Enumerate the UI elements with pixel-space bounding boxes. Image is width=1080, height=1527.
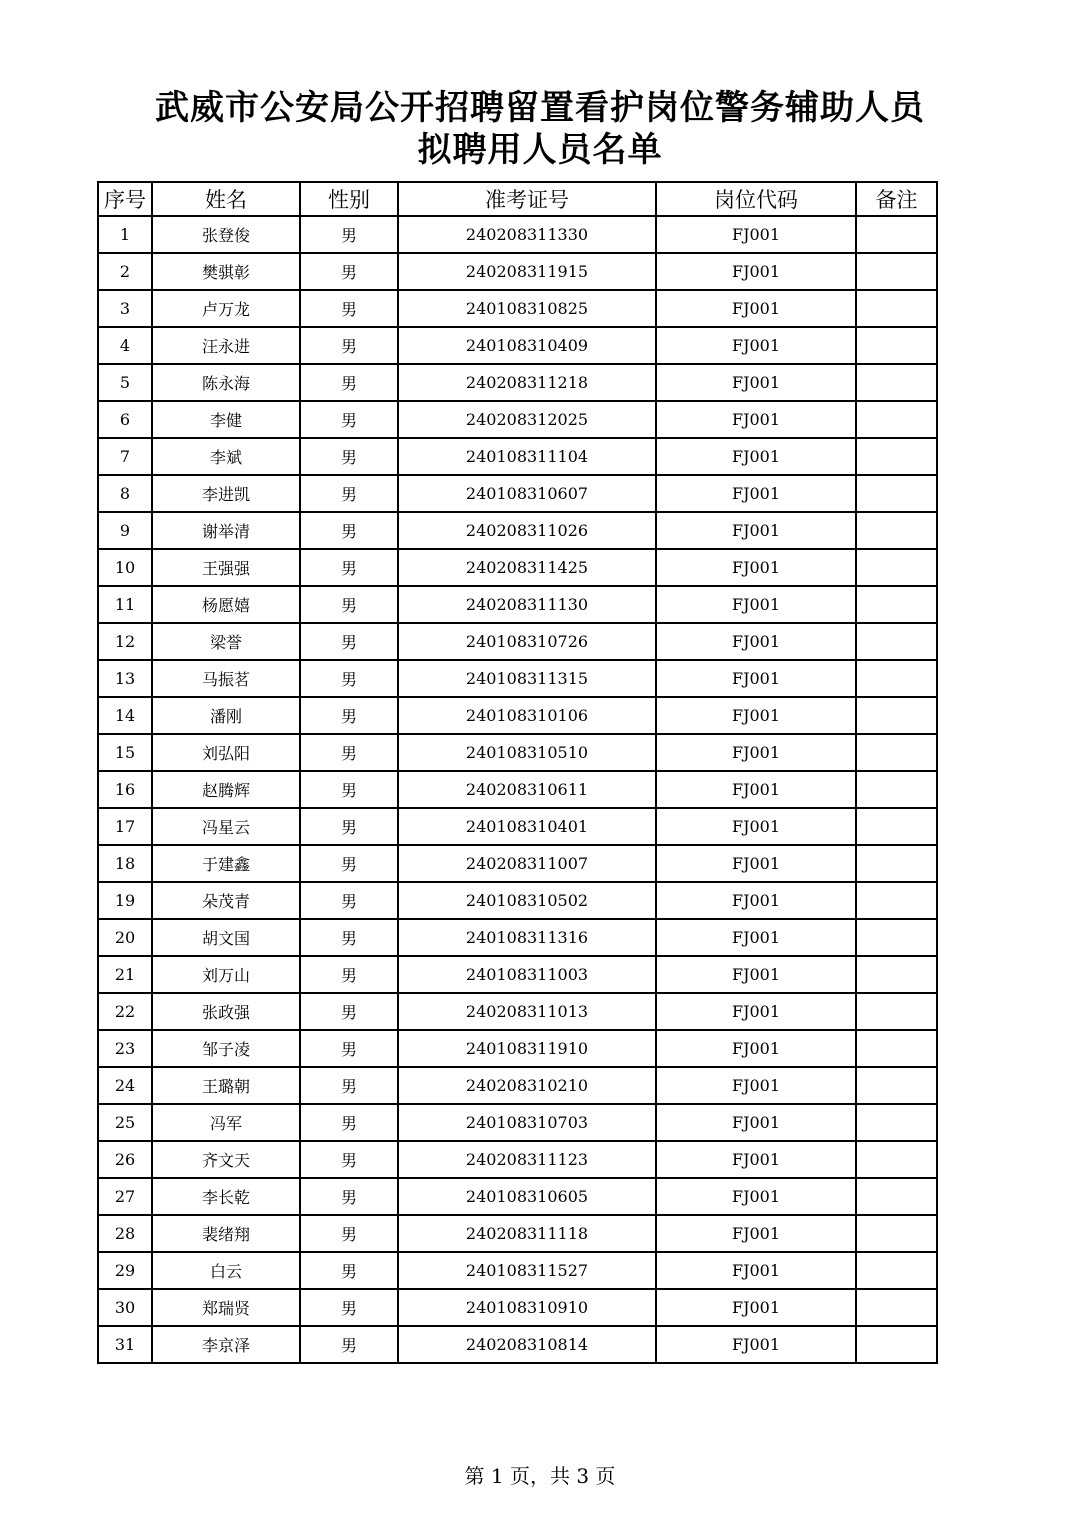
table-row bbox=[98, 993, 937, 1030]
cell-seq: 21 bbox=[98, 956, 152, 993]
cell-remark bbox=[856, 1067, 937, 1104]
cell-remark bbox=[856, 586, 937, 623]
cell-name: 王强强 bbox=[152, 549, 300, 586]
cell-post-code: FJ001 bbox=[656, 1030, 856, 1067]
table-row bbox=[98, 253, 937, 290]
cell-seq: 6 bbox=[98, 401, 152, 438]
cell-post-code: FJ001 bbox=[656, 771, 856, 808]
cell-gender: 男 bbox=[300, 771, 398, 808]
cell-remark bbox=[856, 845, 937, 882]
cell-remark bbox=[856, 623, 937, 660]
table-row bbox=[98, 1141, 937, 1178]
cell-seq: 24 bbox=[98, 1067, 152, 1104]
cell-gender: 男 bbox=[300, 549, 398, 586]
cell-seq: 27 bbox=[98, 1178, 152, 1215]
cell-name: 卢万龙 bbox=[152, 290, 300, 327]
cell-remark bbox=[856, 956, 937, 993]
cell-exam-no: 240208311118 bbox=[398, 1215, 656, 1252]
cell-remark bbox=[856, 512, 937, 549]
cell-name: 谢举清 bbox=[152, 512, 300, 549]
cell-post-code: FJ001 bbox=[656, 1141, 856, 1178]
cell-seq: 10 bbox=[98, 549, 152, 586]
cell-remark bbox=[856, 993, 937, 1030]
cell-remark bbox=[856, 1215, 937, 1252]
cell-post-code: FJ001 bbox=[656, 845, 856, 882]
cell-remark bbox=[856, 401, 937, 438]
cell-gender: 男 bbox=[300, 438, 398, 475]
table-row bbox=[98, 475, 937, 512]
cell-gender: 男 bbox=[300, 993, 398, 1030]
cell-exam-no: 240108311104 bbox=[398, 438, 656, 475]
cell-post-code: FJ001 bbox=[656, 475, 856, 512]
cell-remark bbox=[856, 549, 937, 586]
cell-remark bbox=[856, 919, 937, 956]
cell-post-code: FJ001 bbox=[656, 586, 856, 623]
cell-exam-no: 240108310502 bbox=[398, 882, 656, 919]
table-row bbox=[98, 697, 937, 734]
cell-remark bbox=[856, 438, 937, 475]
cell-seq: 19 bbox=[98, 882, 152, 919]
cell-post-code: FJ001 bbox=[656, 253, 856, 290]
cell-gender: 男 bbox=[300, 253, 398, 290]
cell-seq: 20 bbox=[98, 919, 152, 956]
table-row bbox=[98, 1030, 937, 1067]
cell-seq: 15 bbox=[98, 734, 152, 771]
table-row bbox=[98, 401, 937, 438]
candidate-table bbox=[97, 181, 938, 1364]
cell-post-code: FJ001 bbox=[656, 290, 856, 327]
table-row bbox=[98, 882, 937, 919]
cell-name: 李健 bbox=[152, 401, 300, 438]
cell-remark bbox=[856, 697, 937, 734]
table-header-row bbox=[98, 182, 937, 216]
cell-remark bbox=[856, 253, 937, 290]
cell-exam-no: 240108310825 bbox=[398, 290, 656, 327]
cell-remark bbox=[856, 364, 937, 401]
table-row bbox=[98, 1178, 937, 1215]
cell-gender: 男 bbox=[300, 1067, 398, 1104]
cell-remark bbox=[856, 290, 937, 327]
cell-gender: 男 bbox=[300, 734, 398, 771]
cell-seq: 1 bbox=[98, 216, 152, 253]
cell-gender: 男 bbox=[300, 623, 398, 660]
cell-gender: 男 bbox=[300, 401, 398, 438]
table-row bbox=[98, 623, 937, 660]
cell-name: 马振茗 bbox=[152, 660, 300, 697]
cell-name: 刘弘阳 bbox=[152, 734, 300, 771]
cell-name: 李进凯 bbox=[152, 475, 300, 512]
cell-exam-no: 240208311007 bbox=[398, 845, 656, 882]
cell-post-code: FJ001 bbox=[656, 882, 856, 919]
cell-name: 邹子凌 bbox=[152, 1030, 300, 1067]
cell-exam-no: 240208311218 bbox=[398, 364, 656, 401]
cell-exam-no: 240208311026 bbox=[398, 512, 656, 549]
cell-gender: 男 bbox=[300, 1215, 398, 1252]
cell-exam-no: 240108310401 bbox=[398, 808, 656, 845]
cell-gender: 男 bbox=[300, 1326, 398, 1363]
cell-remark bbox=[856, 475, 937, 512]
cell-exam-no: 240208310611 bbox=[398, 771, 656, 808]
cell-post-code: FJ001 bbox=[656, 993, 856, 1030]
cell-exam-no: 240108310607 bbox=[398, 475, 656, 512]
cell-remark bbox=[856, 660, 937, 697]
cell-gender: 男 bbox=[300, 1141, 398, 1178]
cell-exam-no: 240208310814 bbox=[398, 1326, 656, 1363]
page-subtitle: 拟聘用人员名单 bbox=[417, 130, 663, 170]
cell-seq: 5 bbox=[98, 364, 152, 401]
table-row bbox=[98, 1067, 937, 1104]
header-exam-no: 准考证号 bbox=[398, 182, 656, 216]
cell-exam-no: 240208312025 bbox=[398, 401, 656, 438]
table-row bbox=[98, 512, 937, 549]
cell-gender: 男 bbox=[300, 364, 398, 401]
cell-name: 朵茂青 bbox=[152, 882, 300, 919]
cell-exam-no: 240108311003 bbox=[398, 956, 656, 993]
cell-gender: 男 bbox=[300, 1289, 398, 1326]
cell-post-code: FJ001 bbox=[656, 1326, 856, 1363]
table-row bbox=[98, 586, 937, 623]
cell-gender: 男 bbox=[300, 845, 398, 882]
cell-remark bbox=[856, 1104, 937, 1141]
cell-post-code: FJ001 bbox=[656, 956, 856, 993]
cell-post-code: FJ001 bbox=[656, 1215, 856, 1252]
cell-name: 樊骐彰 bbox=[152, 253, 300, 290]
cell-seq: 11 bbox=[98, 586, 152, 623]
cell-gender: 男 bbox=[300, 956, 398, 993]
table-row bbox=[98, 1104, 937, 1141]
cell-post-code: FJ001 bbox=[656, 1289, 856, 1326]
cell-remark bbox=[856, 1289, 937, 1326]
cell-seq: 7 bbox=[98, 438, 152, 475]
cell-exam-no: 240208311123 bbox=[398, 1141, 656, 1178]
cell-seq: 16 bbox=[98, 771, 152, 808]
cell-name: 潘刚 bbox=[152, 697, 300, 734]
cell-name: 杨愿嬉 bbox=[152, 586, 300, 623]
cell-name: 于建鑫 bbox=[152, 845, 300, 882]
cell-exam-no: 240108311316 bbox=[398, 919, 656, 956]
cell-exam-no: 240108310106 bbox=[398, 697, 656, 734]
cell-name: 齐文天 bbox=[152, 1141, 300, 1178]
cell-exam-no: 240108310510 bbox=[398, 734, 656, 771]
cell-gender: 男 bbox=[300, 660, 398, 697]
cell-exam-no: 240208311425 bbox=[398, 549, 656, 586]
cell-seq: 29 bbox=[98, 1252, 152, 1289]
cell-name: 李京泽 bbox=[152, 1326, 300, 1363]
cell-seq: 22 bbox=[98, 993, 152, 1030]
cell-gender: 男 bbox=[300, 327, 398, 364]
cell-seq: 4 bbox=[98, 327, 152, 364]
cell-seq: 18 bbox=[98, 845, 152, 882]
cell-gender: 男 bbox=[300, 1252, 398, 1289]
cell-seq: 23 bbox=[98, 1030, 152, 1067]
cell-seq: 28 bbox=[98, 1215, 152, 1252]
cell-seq: 26 bbox=[98, 1141, 152, 1178]
cell-post-code: FJ001 bbox=[656, 327, 856, 364]
cell-exam-no: 240108311910 bbox=[398, 1030, 656, 1067]
header-name: 姓名 bbox=[152, 182, 300, 216]
table-row bbox=[98, 919, 937, 956]
cell-post-code: FJ001 bbox=[656, 401, 856, 438]
table-row bbox=[98, 327, 937, 364]
table-row bbox=[98, 216, 937, 253]
cell-gender: 男 bbox=[300, 882, 398, 919]
table-row bbox=[98, 438, 937, 475]
cell-name: 冯军 bbox=[152, 1104, 300, 1141]
cell-exam-no: 240208311013 bbox=[398, 993, 656, 1030]
cell-seq: 9 bbox=[98, 512, 152, 549]
table-row bbox=[98, 549, 937, 586]
table-row bbox=[98, 660, 937, 697]
cell-post-code: FJ001 bbox=[656, 623, 856, 660]
cell-remark bbox=[856, 882, 937, 919]
cell-exam-no: 240108310703 bbox=[398, 1104, 656, 1141]
cell-gender: 男 bbox=[300, 512, 398, 549]
cell-post-code: FJ001 bbox=[656, 364, 856, 401]
table-row bbox=[98, 1215, 937, 1252]
cell-remark bbox=[856, 216, 937, 253]
cell-gender: 男 bbox=[300, 919, 398, 956]
cell-exam-no: 240208311330 bbox=[398, 216, 656, 253]
cell-name: 梁誉 bbox=[152, 623, 300, 660]
cell-seq: 12 bbox=[98, 623, 152, 660]
cell-name: 白云 bbox=[152, 1252, 300, 1289]
cell-seq: 25 bbox=[98, 1104, 152, 1141]
cell-gender: 男 bbox=[300, 1030, 398, 1067]
table-row bbox=[98, 956, 937, 993]
cell-post-code: FJ001 bbox=[656, 808, 856, 845]
cell-remark bbox=[856, 1252, 937, 1289]
header-remark: 备注 bbox=[856, 182, 937, 216]
cell-exam-no: 240208310210 bbox=[398, 1067, 656, 1104]
cell-name: 冯星云 bbox=[152, 808, 300, 845]
table-row bbox=[98, 290, 937, 327]
cell-remark bbox=[856, 1178, 937, 1215]
table-row bbox=[98, 771, 937, 808]
cell-remark bbox=[856, 327, 937, 364]
cell-post-code: FJ001 bbox=[656, 1252, 856, 1289]
cell-post-code: FJ001 bbox=[656, 734, 856, 771]
cell-post-code: FJ001 bbox=[656, 549, 856, 586]
cell-post-code: FJ001 bbox=[656, 660, 856, 697]
cell-gender: 男 bbox=[300, 1178, 398, 1215]
cell-post-code: FJ001 bbox=[656, 919, 856, 956]
cell-seq: 31 bbox=[98, 1326, 152, 1363]
cell-gender: 男 bbox=[300, 475, 398, 512]
cell-name: 裴绪翔 bbox=[152, 1215, 300, 1252]
cell-post-code: FJ001 bbox=[656, 697, 856, 734]
header-gender: 性别 bbox=[300, 182, 398, 216]
header-seq: 序号 bbox=[98, 182, 152, 216]
cell-exam-no: 240108310910 bbox=[398, 1289, 656, 1326]
page-title: 武威市公安局公开招聘留置看护岗位警务辅助人员 bbox=[155, 88, 925, 128]
cell-seq: 17 bbox=[98, 808, 152, 845]
cell-name: 郑瑞贤 bbox=[152, 1289, 300, 1326]
cell-remark bbox=[856, 1030, 937, 1067]
table-row bbox=[98, 734, 937, 771]
cell-remark bbox=[856, 1326, 937, 1363]
cell-post-code: FJ001 bbox=[656, 1104, 856, 1141]
cell-exam-no: 240108310726 bbox=[398, 623, 656, 660]
cell-remark bbox=[856, 1141, 937, 1178]
table-row bbox=[98, 364, 937, 401]
cell-post-code: FJ001 bbox=[656, 1178, 856, 1215]
cell-post-code: FJ001 bbox=[656, 1067, 856, 1104]
table-row bbox=[98, 845, 937, 882]
page-footer: 第 1 页，共 3 页 bbox=[464, 1464, 616, 1488]
cell-seq: 2 bbox=[98, 253, 152, 290]
table-row bbox=[98, 1289, 937, 1326]
cell-name: 王璐朝 bbox=[152, 1067, 300, 1104]
table-row bbox=[98, 1252, 937, 1289]
cell-post-code: FJ001 bbox=[656, 512, 856, 549]
cell-exam-no: 240108310409 bbox=[398, 327, 656, 364]
cell-name: 赵腾辉 bbox=[152, 771, 300, 808]
cell-name: 张政强 bbox=[152, 993, 300, 1030]
cell-seq: 30 bbox=[98, 1289, 152, 1326]
cell-exam-no: 240208311130 bbox=[398, 586, 656, 623]
cell-gender: 男 bbox=[300, 586, 398, 623]
cell-seq: 14 bbox=[98, 697, 152, 734]
cell-exam-no: 240108311315 bbox=[398, 660, 656, 697]
cell-post-code: FJ001 bbox=[656, 216, 856, 253]
cell-name: 张登俊 bbox=[152, 216, 300, 253]
cell-name: 李长乾 bbox=[152, 1178, 300, 1215]
cell-gender: 男 bbox=[300, 808, 398, 845]
cell-seq: 13 bbox=[98, 660, 152, 697]
table-row bbox=[98, 1326, 937, 1363]
cell-remark bbox=[856, 808, 937, 845]
cell-name: 李斌 bbox=[152, 438, 300, 475]
cell-gender: 男 bbox=[300, 290, 398, 327]
cell-exam-no: 240208311915 bbox=[398, 253, 656, 290]
cell-seq: 3 bbox=[98, 290, 152, 327]
cell-name: 刘万山 bbox=[152, 956, 300, 993]
cell-name: 汪永进 bbox=[152, 327, 300, 364]
cell-gender: 男 bbox=[300, 1104, 398, 1141]
cell-post-code: FJ001 bbox=[656, 438, 856, 475]
cell-gender: 男 bbox=[300, 216, 398, 253]
cell-exam-no: 240108311527 bbox=[398, 1252, 656, 1289]
table-row bbox=[98, 808, 937, 845]
cell-remark bbox=[856, 771, 937, 808]
cell-gender: 男 bbox=[300, 697, 398, 734]
header-post-code: 岗位代码 bbox=[656, 182, 856, 216]
cell-seq: 8 bbox=[98, 475, 152, 512]
cell-exam-no: 240108310605 bbox=[398, 1178, 656, 1215]
cell-name: 陈永海 bbox=[152, 364, 300, 401]
cell-remark bbox=[856, 734, 937, 771]
cell-name: 胡文国 bbox=[152, 919, 300, 956]
